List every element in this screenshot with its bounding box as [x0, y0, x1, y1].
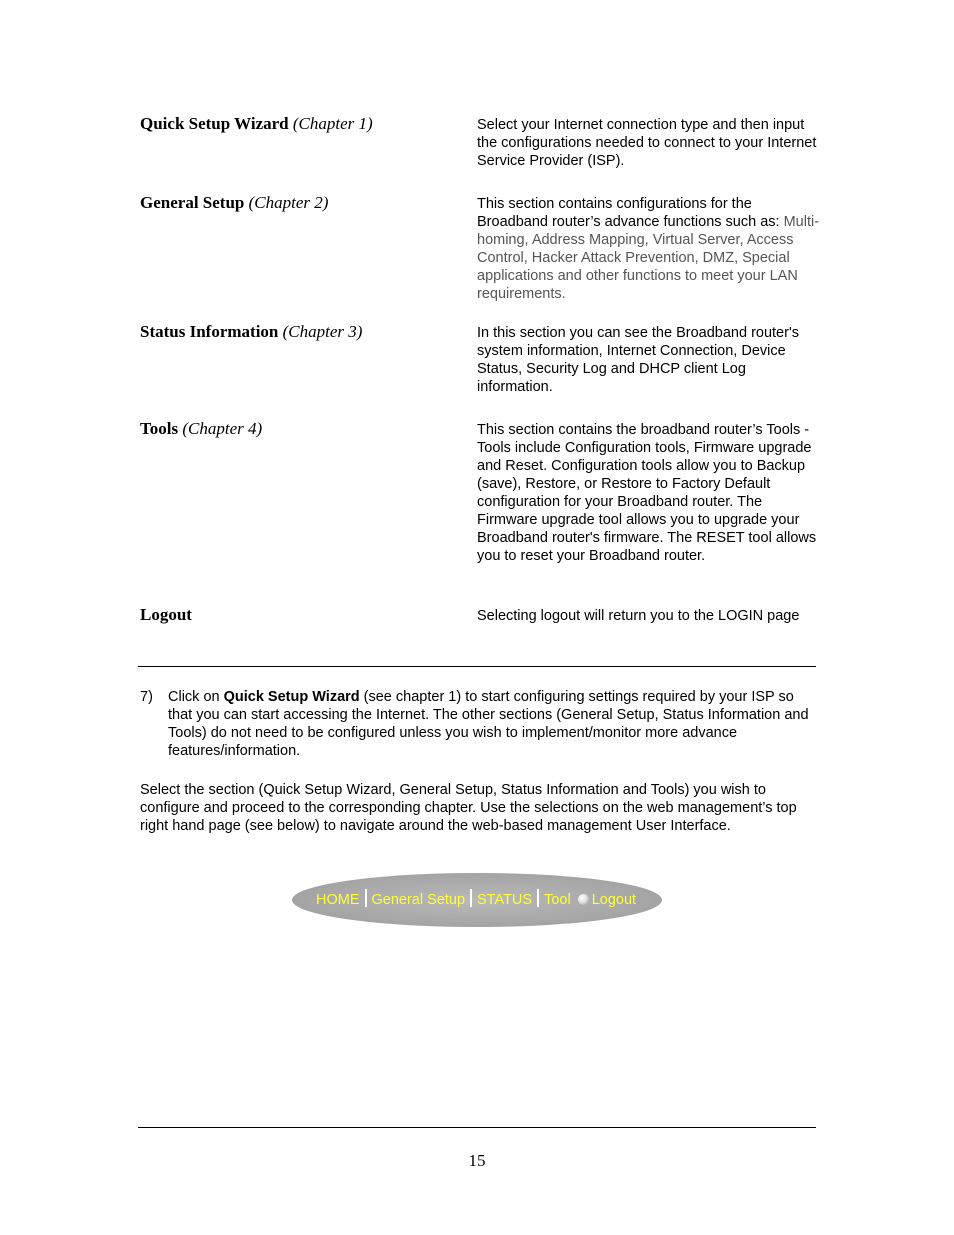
section-description: In this section you can see the Broadband router's system information, Internet Connection, Device Status, Security Log and DHCP client Log information. [477, 325, 799, 395]
section-description: Select your Internet connection type and then input the configurations needed to connect to your Internet Service Provider (ISP). [477, 117, 817, 169]
nav-separator [537, 889, 539, 907]
section-title: Tools (Chapter 4) [140, 419, 263, 438]
section-description: Selecting logout will return you to the LOGIN page [477, 608, 800, 624]
nav-bar-illustration [292, 873, 662, 927]
section-title: General Setup (Chapter 2) [140, 193, 329, 212]
page-number: 15 [468, 1151, 486, 1170]
nav-logout[interactable]: Logout [591, 892, 637, 908]
section-title: Status Information (Chapter 3) [140, 322, 363, 341]
footer-divider [138, 1127, 816, 1128]
step-text: Click on Quick Setup Wizard (see chapter 1) to start configuring settings required by your ISP so that you can start accessing the Internet. The other sections (General Setup, Status Information and Tools) do not need to be configured unless you wish to implement/monitor more advance features/information. [168, 689, 809, 759]
nav-separator [365, 889, 367, 907]
section-divider [138, 666, 816, 667]
nav-home[interactable]: HOME [316, 892, 360, 908]
section-title: Quick Setup Wizard (Chapter 1) [140, 114, 373, 133]
section-title: Logout [140, 605, 192, 624]
instruction-paragraph: Select the section (Quick Setup Wizard, General Setup, Status Information and Tools) you wish to configure and proceed to the corresponding chapter. Use the selections on the web management’s top right hand page (see below) to navigate around the web-based management User Interface. [140, 782, 797, 834]
bullet-icon [578, 894, 589, 905]
nav-status[interactable]: STATUS [477, 892, 533, 908]
step-number: 7) [140, 689, 153, 705]
nav-tool[interactable]: Tool [544, 892, 571, 908]
section-description: This section contains the broadband router’s Tools - Tools include Configuration tools, Firmware upgrade and Reset. Configuration tools allow you to Backup (save), Restore, or Restore to Factory Default configuration for your Broadband router. The Firmware upgrade tool allows you to upgrade your Broadband router's firmware. The RESET tool allows you to reset your Broadband router. [477, 422, 817, 564]
nav-separator [470, 889, 472, 907]
nav-general-setup[interactable]: General Setup [371, 892, 466, 908]
section-description: This section contains configurations for the Broadband router’s advance functions such as: Multi-homing, Address Mapping, Virtual Server, Access Control, Hacker Attack Prevention, DMZ, Special applications and other functions to meet your LAN requirements. [477, 196, 820, 302]
